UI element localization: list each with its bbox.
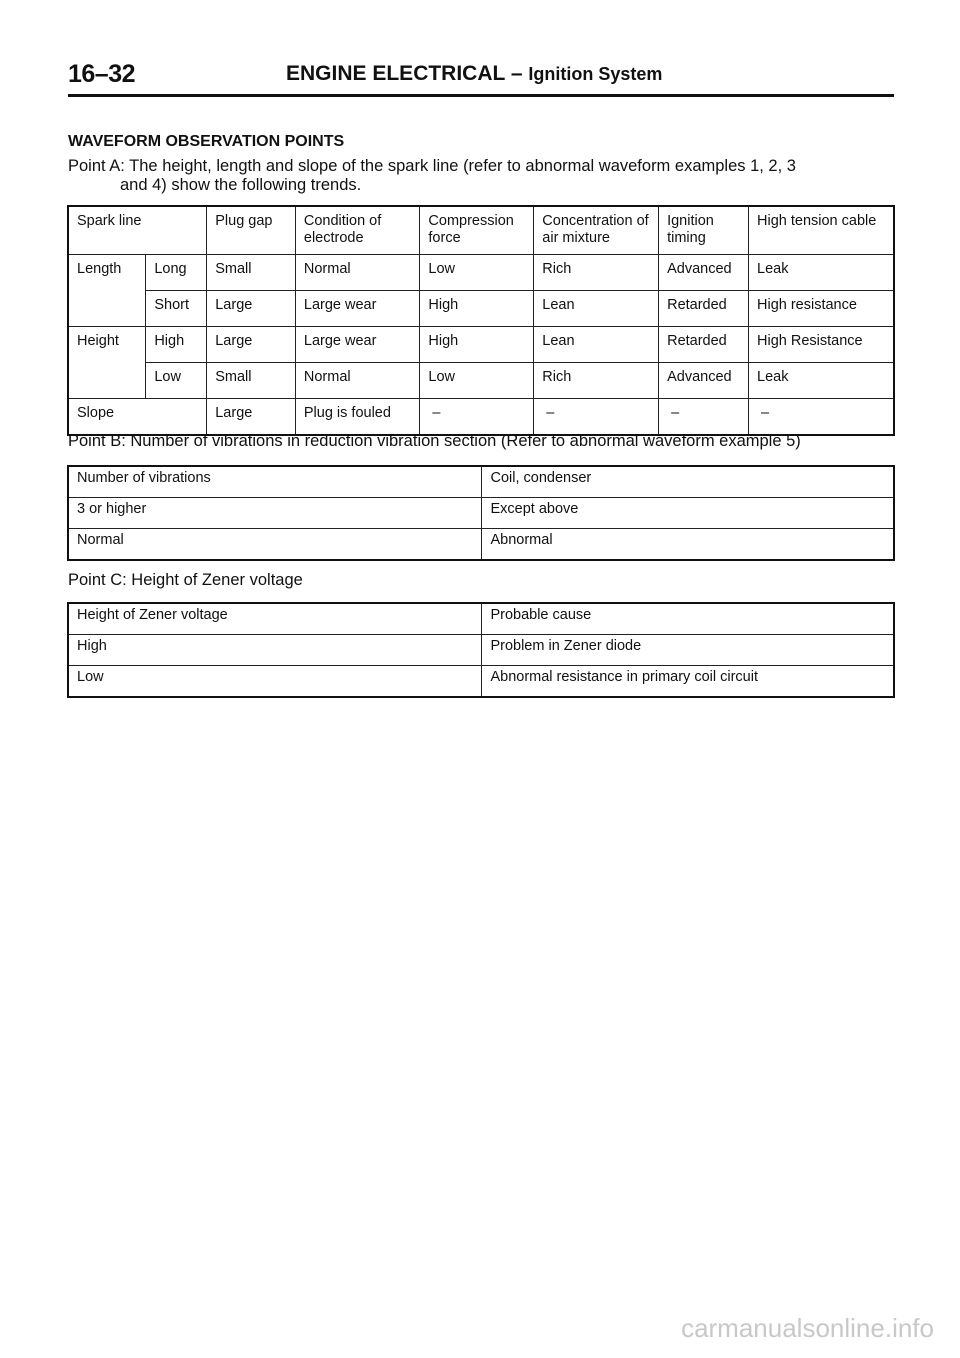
table-row (68, 529, 894, 561)
table-row (68, 498, 894, 529)
table-cell: Problem in Zener diode (482, 635, 894, 666)
table-cell: Rich (534, 363, 659, 399)
table-cell: Except above (482, 498, 894, 529)
table-cell: Normal (68, 529, 482, 561)
table-cell: – (420, 399, 534, 436)
page-number: 16–32 (68, 60, 136, 88)
table-cell: Normal (295, 255, 420, 291)
table-cell: – (659, 399, 749, 436)
table-cell: Large wear (295, 327, 420, 363)
row-group-label: Slope (68, 399, 207, 436)
table-row (68, 399, 894, 436)
table-cell: High (146, 327, 207, 363)
point-c-paragraph (68, 571, 303, 590)
point-a-label: Point A: (68, 157, 125, 175)
table-cell: Low (420, 363, 534, 399)
table-cell: Retarded (659, 327, 749, 363)
table-row (68, 327, 894, 363)
table-header-row (68, 206, 894, 255)
table-cell: Number of vibrations (68, 466, 482, 498)
table-cell: Long (146, 255, 207, 291)
table-row (68, 363, 894, 399)
table-cell: Large wear (295, 291, 420, 327)
table-cell: Low (420, 255, 534, 291)
header-cell: High tension cable (749, 206, 895, 255)
point-c-text: Height of Zener voltage (131, 571, 303, 589)
table-cell: Large (207, 327, 296, 363)
table-cell: 3 or higher (68, 498, 482, 529)
table-cell: Small (207, 255, 296, 291)
table-cell: Probable cause (482, 603, 894, 635)
table-cell: Short (146, 291, 207, 327)
title-separator: – (510, 62, 523, 85)
table-cell: Low (146, 363, 207, 399)
header-cell: Concentration of air mixture (534, 206, 659, 255)
table-cell: Coil, condenser (482, 466, 894, 498)
header-cell: Condition of electrode (295, 206, 420, 255)
watermark: carmanualsonline.info (681, 1313, 934, 1343)
table-cell: – (749, 399, 895, 436)
point-a-text-line2: and 4) show the following trends. (120, 176, 362, 194)
table-cell: Large (207, 399, 296, 436)
table-cell: High (420, 291, 534, 327)
header-cell: Ignition timing (659, 206, 749, 255)
table-row (68, 603, 894, 635)
table-cell: High (68, 635, 482, 666)
table-cell: High Resistance (749, 327, 895, 363)
header-cell: Spark line (68, 206, 207, 255)
table-cell: Retarded (659, 291, 749, 327)
table-cell: Advanced (659, 363, 749, 399)
table-cell: Advanced (659, 255, 749, 291)
point-b-text: Number of vibrations in reduction vibration section (Refer to abnormal waveform example 5) (130, 432, 801, 450)
table-row (68, 635, 894, 666)
table-cell: High (420, 327, 534, 363)
page-header (68, 60, 894, 97)
table-row (68, 466, 894, 498)
spark-line-table (67, 205, 895, 436)
point-a-paragraph (68, 157, 898, 195)
table-cell: Height of Zener voltage (68, 603, 482, 635)
table-cell: Leak (749, 255, 895, 291)
row-group-label: Height (68, 327, 146, 399)
table-cell: High resistance (749, 291, 895, 327)
table-row (68, 291, 894, 327)
row-group-label: Length (68, 255, 146, 327)
table-cell: Normal (295, 363, 420, 399)
header-cell: Plug gap (207, 206, 296, 255)
table-cell: Abnormal resistance in primary coil circuit (482, 666, 894, 698)
chapter-name: ENGINE ELECTRICAL (286, 62, 505, 85)
table-cell: Large (207, 291, 296, 327)
table-cell: Lean (534, 291, 659, 327)
table-cell: Low (68, 666, 482, 698)
section-name: Ignition System (528, 64, 663, 84)
table-cell: Rich (534, 255, 659, 291)
zener-voltage-table (67, 602, 895, 698)
vibration-table (67, 465, 895, 561)
point-c-label: Point C: (68, 571, 127, 589)
header-cell: Compression force (420, 206, 534, 255)
table-cell: – (534, 399, 659, 436)
chapter-title (286, 62, 662, 86)
table-cell: Small (207, 363, 296, 399)
table-cell: Leak (749, 363, 895, 399)
point-b-paragraph (68, 432, 801, 451)
table-row (68, 255, 894, 291)
point-b-label: Point B: (68, 432, 126, 450)
section-heading: WAVEFORM OBSERVATION POINTS (68, 133, 345, 150)
point-a-text-line1: The height, length and slope of the spark line (refer to abnormal waveform examples 1, 2, 3 (129, 157, 796, 175)
table-cell: Lean (534, 327, 659, 363)
table-cell: Abnormal (482, 529, 894, 561)
table-row (68, 666, 894, 698)
table-cell: Plug is fouled (295, 399, 420, 436)
